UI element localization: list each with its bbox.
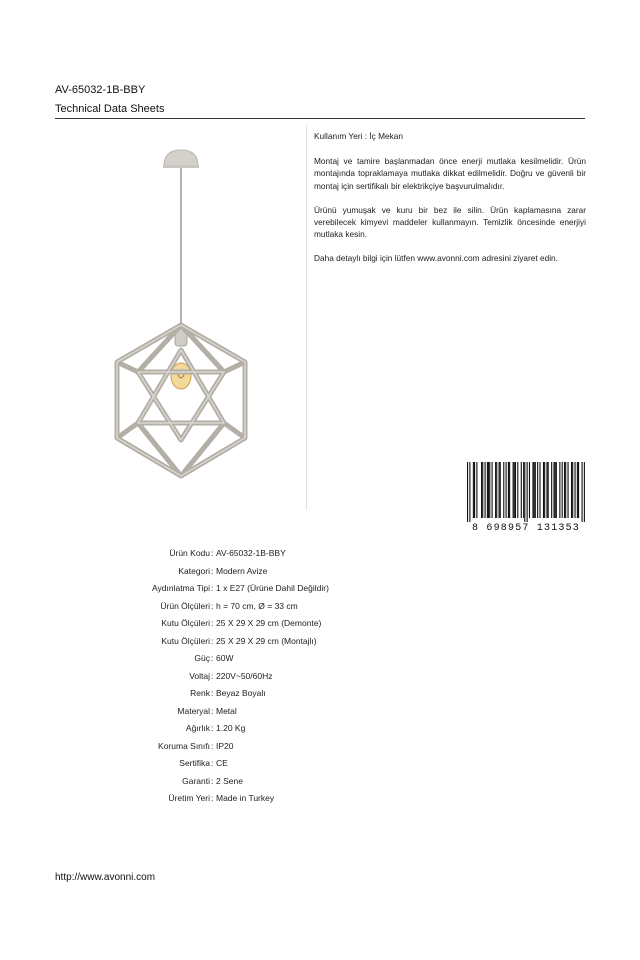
- barcode-bar: [537, 462, 538, 518]
- barcode-bar: [582, 462, 583, 522]
- barcode-bar: [535, 462, 536, 518]
- barcode-bar: [555, 462, 556, 518]
- barcode-bar: [487, 462, 488, 518]
- spec-separator: :: [211, 775, 214, 786]
- barcode-bar: [485, 462, 486, 518]
- barcode-bar: [482, 462, 483, 518]
- barcode-bar: [553, 462, 554, 518]
- spec-label: Üretim Yeri: [168, 793, 210, 803]
- spec-separator: :: [211, 723, 214, 733]
- spec-separator: :: [211, 688, 214, 698]
- spec-label: Kutu Ölçüleri: [161, 635, 210, 646]
- barcode-bar: [565, 462, 566, 518]
- barcode-bar: [509, 462, 510, 518]
- barcode-bar: [572, 462, 573, 518]
- spec-row: [0, 563, 640, 579]
- spec-row: [0, 598, 640, 614]
- spec-separator: :: [211, 670, 214, 681]
- barcode-bar: [489, 462, 490, 518]
- spec-row: [0, 790, 640, 806]
- spec-row: [0, 545, 640, 561]
- barcode-bar: [513, 462, 514, 518]
- spec-label: Sertifika: [179, 758, 210, 768]
- barcode-bar: [508, 462, 509, 518]
- barcode-bar: [500, 462, 501, 518]
- barcode-bar: [551, 462, 552, 518]
- barcode-bar: [571, 462, 572, 518]
- spec-label: Materyal: [177, 705, 210, 716]
- barcode-bar: [514, 462, 515, 518]
- barcode-bar: [523, 462, 524, 518]
- spec-label: Ağırlık: [185, 723, 210, 733]
- pendant-lamp-image: [100, 140, 270, 490]
- spec-label: Ürün Ölçüleri: [160, 600, 210, 611]
- barcode-bar: [529, 462, 530, 518]
- barcode-bar: [534, 462, 535, 518]
- barcode-bar: [548, 462, 549, 518]
- spec-row: [0, 580, 640, 596]
- spec-value: AV-65032-1B-BBY: [216, 548, 286, 558]
- barcode-bar: [515, 462, 516, 518]
- barcode-bar: [469, 462, 470, 522]
- barcode: [466, 462, 586, 532]
- barcode-bar: [521, 462, 522, 518]
- barcode-bar: [473, 462, 474, 518]
- spec-value: 1 x E27 (Ürüne Dahil Değildir): [216, 583, 329, 593]
- spec-row: [0, 703, 640, 719]
- usage-location: Kullanım Yeri : İç Mekan: [314, 131, 404, 141]
- spec-separator: :: [211, 758, 214, 768]
- spec-label: Koruma Sınıfı: [158, 740, 210, 751]
- spec-row: [0, 720, 640, 736]
- barcode-bar: [495, 462, 496, 518]
- spec-separator: :: [211, 565, 214, 576]
- spec-value: Made in Turkey: [216, 793, 275, 803]
- spec-value: 2 Sene: [216, 775, 243, 786]
- spec-label: Garanti: [182, 775, 210, 786]
- spec-row: [0, 773, 640, 789]
- barcode-bars: [467, 462, 585, 522]
- spec-separator: :: [211, 548, 214, 558]
- spec-separator: :: [211, 583, 214, 593]
- spec-separator: :: [211, 705, 214, 716]
- vertical-divider: [306, 125, 307, 510]
- spec-row: [0, 668, 640, 684]
- spec-label: Güç: [194, 653, 210, 663]
- barcode-bar: [527, 462, 528, 522]
- barcode-bar: [577, 462, 578, 518]
- barcode-bar: [467, 462, 468, 522]
- cleaning-paragraph: Ürünü yumuşak ve kuru bir bez ile silin. Ürün kaplamasına zarar verebilecek kimyevi maddeler kullanmayın. Temizlik öncesinde enerjiyi mutlaka kesin.: [314, 204, 586, 240]
- spec-label: Voltaj: [189, 670, 210, 681]
- barcode-bar: [481, 462, 482, 518]
- barcode-bar: [559, 462, 560, 518]
- barcode-bar: [556, 462, 557, 518]
- spec-row: [0, 755, 640, 771]
- spec-separator: :: [211, 618, 214, 628]
- barcode-digits: 8 698957 131353: [471, 523, 581, 532]
- spec-value: Modern Avize: [216, 565, 268, 576]
- barcode-bar: [578, 462, 579, 518]
- barcode-bar: [496, 462, 497, 518]
- barcode-bar: [546, 462, 547, 518]
- spec-value: 25 X 29 X 29 cm (Demonte): [216, 618, 322, 628]
- barcode-bar: [564, 462, 565, 518]
- barcode-bar: [492, 462, 493, 518]
- header-divider: [55, 118, 585, 119]
- spec-row: [0, 633, 640, 649]
- barcode-bar: [544, 462, 545, 518]
- safety-paragraph: Montaj ve tamire başlanmadan önce enerji mutlaka kesilmelidir. Ürün montajında topraklamaya mutlaka dikkat edilmelidir. Doğru ve güvenli bir montaj için sertifikalı bir elektrikçiye başvurulmalıdır.: [314, 156, 586, 191]
- spec-value: Beyaz Boyalı: [216, 688, 266, 698]
- spec-label: Renk: [190, 688, 210, 698]
- spec-separator: :: [211, 653, 214, 663]
- barcode-bar: [506, 462, 507, 518]
- barcode-bar: [562, 462, 563, 518]
- spec-row: [0, 650, 640, 666]
- spec-value: CE: [216, 758, 228, 768]
- barcode-bar: [488, 462, 489, 518]
- barcode-bar: [539, 462, 540, 518]
- barcode-bar: [503, 462, 504, 518]
- barcode-bar: [543, 462, 544, 518]
- spec-value: 25 X 29 X 29 cm (Montajlı): [216, 635, 317, 646]
- info-panel: [314, 130, 586, 277]
- spec-separator: :: [211, 740, 214, 751]
- spec-label: Kutu Ölçüleri: [161, 618, 210, 628]
- spec-value: 60W: [216, 653, 234, 663]
- spec-row: [0, 615, 640, 631]
- spec-row: [0, 738, 640, 754]
- barcode-bar: [524, 462, 525, 522]
- spec-separator: :: [211, 635, 214, 646]
- spec-row: [0, 685, 640, 701]
- barcode-bar: [574, 462, 575, 518]
- more-info-paragraph: Daha detaylı bilgi için lütfen www.avonni.com adresini ziyaret edin.: [314, 253, 558, 264]
- barcode-bar: [532, 462, 533, 518]
- spec-value: IP20: [216, 740, 234, 751]
- spec-label: Ürün Kodu: [169, 548, 210, 558]
- spec-label: Aydınlatma Tipi: [152, 583, 210, 593]
- spec-separator: :: [211, 793, 214, 803]
- spec-value: 220V~50/60Hz: [216, 670, 273, 681]
- barcode-bar: [584, 462, 585, 522]
- spec-value: h = 70 cm, Ø = 33 cm: [216, 600, 298, 611]
- document-subtitle: Technical Data Sheets: [55, 103, 165, 115]
- barcode-bar: [474, 462, 475, 518]
- barcode-bar: [476, 462, 477, 518]
- spec-label: Kategori: [178, 565, 210, 576]
- spec-value: 1.20 Kg: [216, 723, 246, 733]
- barcode-bar: [499, 462, 500, 518]
- spec-separator: :: [211, 600, 214, 611]
- barcode-bar: [567, 462, 568, 518]
- footer-website[interactable]: http://www.avonni.com: [55, 872, 156, 883]
- product-code-heading: AV-65032-1B-BBY: [55, 84, 146, 96]
- barcode-bar: [517, 462, 518, 518]
- spec-value: Metal: [216, 705, 237, 716]
